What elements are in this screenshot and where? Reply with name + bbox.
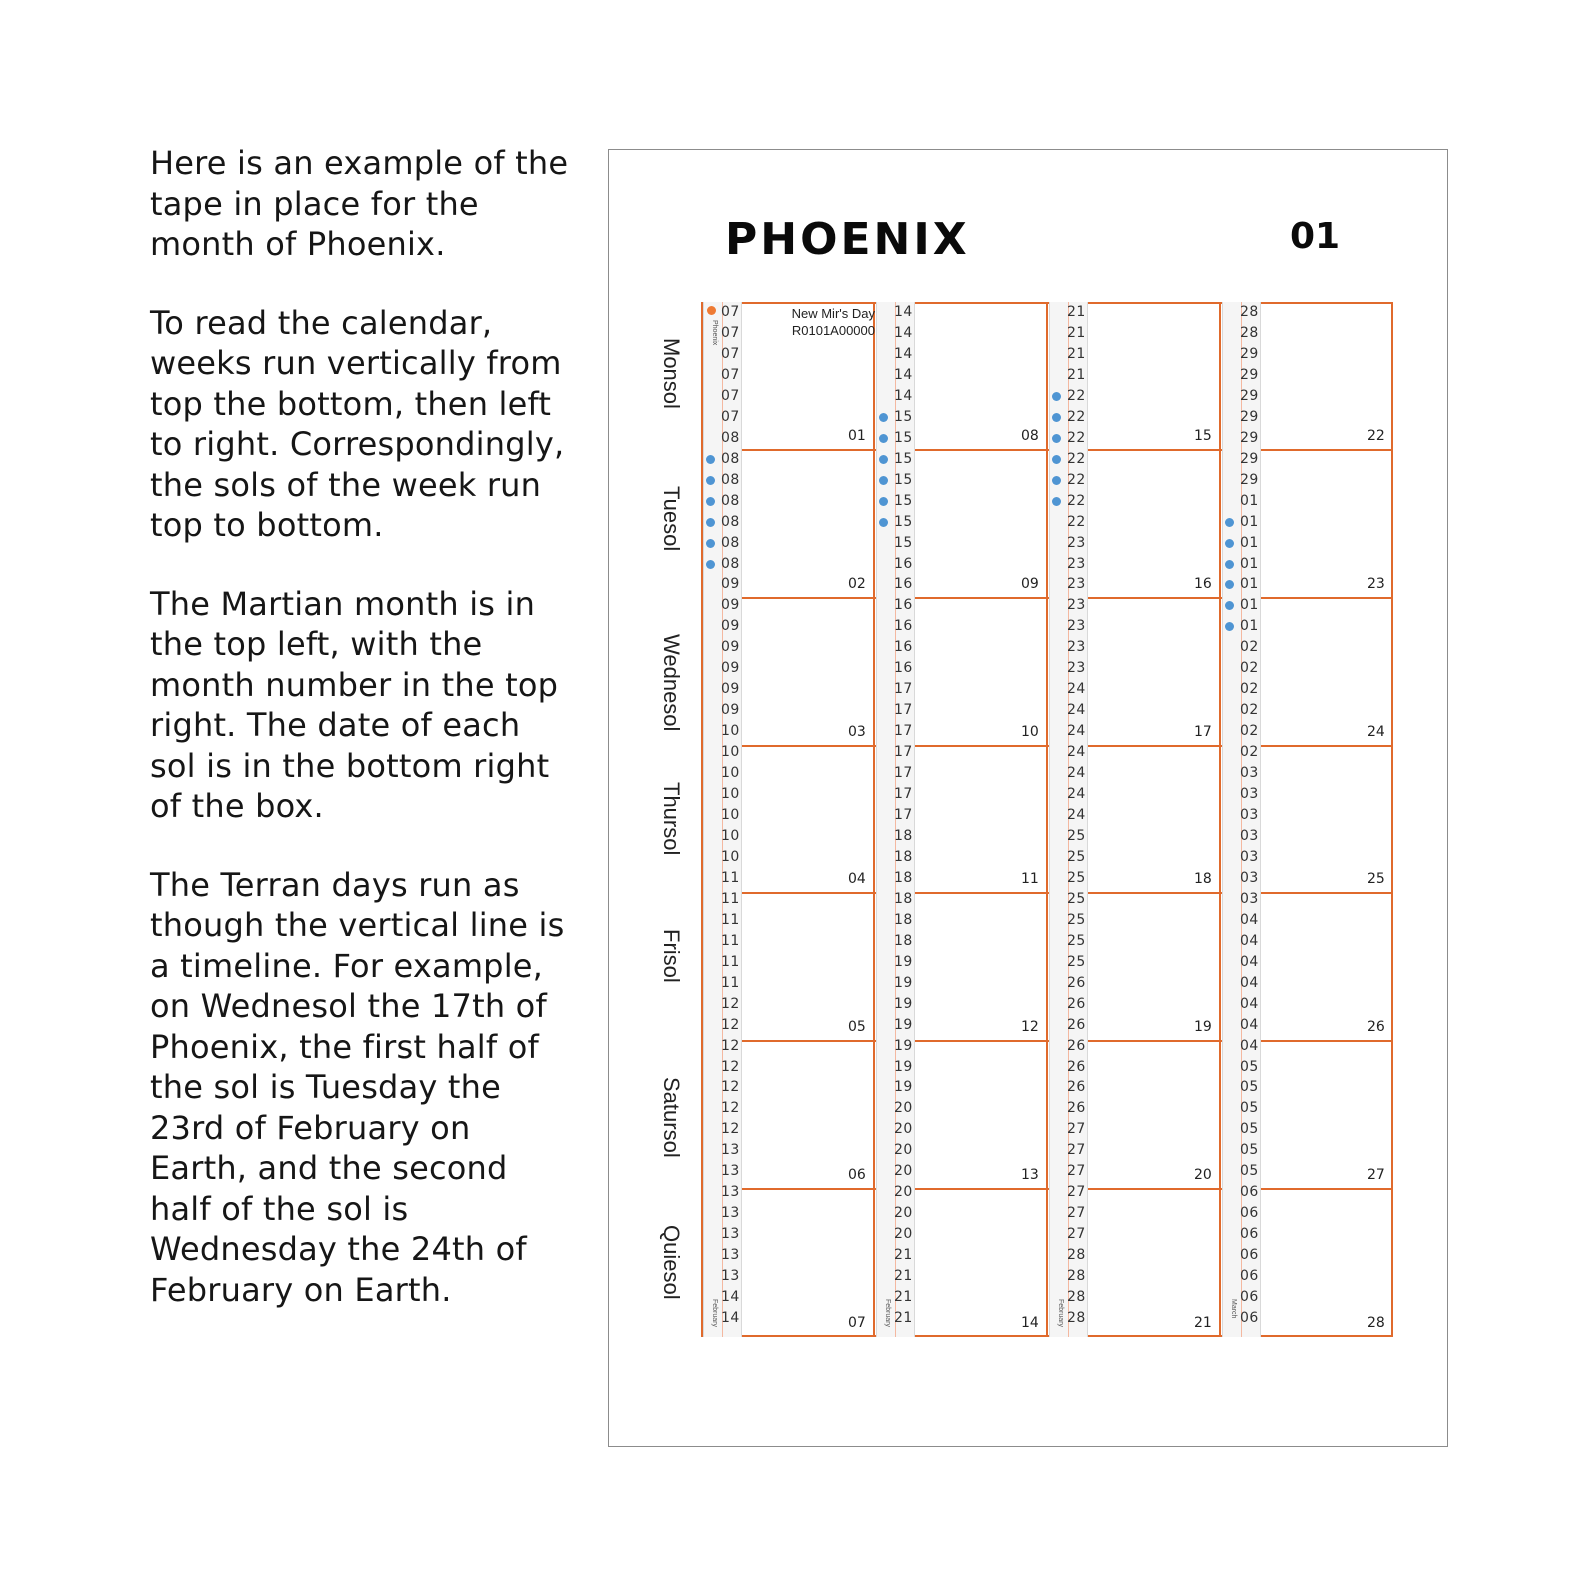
weekday-label-thursol: Thursol <box>659 781 684 855</box>
terran-day-number: 28 <box>1067 1289 1086 1306</box>
terran-day-number: 13 <box>721 1268 740 1285</box>
terran-day-number: 26 <box>1067 995 1086 1012</box>
terran-day-number: 10 <box>721 744 740 761</box>
terran-day-number: 19 <box>894 1016 913 1033</box>
terran-day-number: 19 <box>894 995 913 1012</box>
terran-day-number: 04 <box>1240 974 1259 991</box>
terran-day-number: 24 <box>1067 744 1086 761</box>
day-marker-dot <box>706 455 715 464</box>
terran-day-number: 18 <box>894 890 913 907</box>
explanation-text <box>150 143 570 1348</box>
month-start-dot <box>707 306 716 315</box>
month-number: 01 <box>1290 216 1341 257</box>
sol-date: 06 <box>848 1167 866 1184</box>
terran-day-number: 26 <box>1067 1037 1086 1054</box>
terran-day-number: 15 <box>894 450 913 467</box>
terran-day-number: 14 <box>721 1310 740 1327</box>
sol-date: 23 <box>1367 575 1385 592</box>
terran-day-number: 08 <box>721 429 740 446</box>
terran-day-number: 29 <box>1240 471 1259 488</box>
terran-day-number: 21 <box>894 1268 913 1285</box>
terran-day-number: 13 <box>721 1226 740 1243</box>
day-marker-dot <box>879 497 888 506</box>
sol-date: 28 <box>1367 1315 1385 1331</box>
terran-day-number: 20 <box>894 1205 913 1222</box>
terran-day-number: 05 <box>1240 1100 1259 1117</box>
sol-date: 17 <box>1194 723 1212 740</box>
terran-day-number: 14 <box>894 304 913 320</box>
sol-date: 16 <box>1194 575 1212 592</box>
sol-date: 18 <box>1194 871 1212 888</box>
terran-day-number: 08 <box>721 513 740 530</box>
sol-date: 04 <box>848 871 866 888</box>
terran-day-number: 13 <box>721 1163 740 1180</box>
terran-day-number: 24 <box>1067 807 1086 824</box>
terran-day-number: 21 <box>894 1310 913 1327</box>
terran-day-number: 11 <box>721 911 740 928</box>
terran-day-number: 24 <box>1067 765 1086 782</box>
terran-day-number: 27 <box>1067 1184 1086 1201</box>
terran-day-number: 17 <box>894 744 913 761</box>
terran-day-number: 03 <box>1240 890 1259 907</box>
day-marker-dot <box>1052 497 1061 506</box>
terran-day-number: 20 <box>894 1100 913 1117</box>
terran-day-number: 25 <box>1067 869 1086 886</box>
terran-day-number: 01 <box>1240 534 1259 551</box>
sol-date: 05 <box>848 1019 866 1036</box>
terran-day-number: 10 <box>721 827 740 844</box>
day-marker-dot <box>879 434 888 443</box>
terran-day-number: 14 <box>721 1289 740 1306</box>
terran-day-number: 19 <box>894 1079 913 1096</box>
terran-day-number: 01 <box>1240 513 1259 530</box>
terran-day-number: 09 <box>721 702 740 719</box>
terran-day-number: 15 <box>894 429 913 446</box>
terran-day-number: 03 <box>1240 765 1259 782</box>
sol-date: 08 <box>1021 427 1039 444</box>
terran-day-number: 08 <box>721 555 740 572</box>
tape-month-label: March <box>1230 1299 1237 1319</box>
terran-day-number: 29 <box>1240 450 1259 467</box>
terran-day-number: 15 <box>894 534 913 551</box>
terran-day-number: 02 <box>1240 660 1259 677</box>
terran-day-number: 23 <box>1067 618 1086 635</box>
terran-day-number: 06 <box>1240 1268 1259 1285</box>
terran-day-number: 20 <box>894 1226 913 1243</box>
terran-day-number: 17 <box>894 681 913 698</box>
terran-day-number: 10 <box>721 765 740 782</box>
explanation-paragraph-3: The Martian month is in the top left, with the month number in the top right. The date of each sol is in the bottom right of the box. <box>150 584 559 825</box>
terran-day-number: 02 <box>1240 639 1259 656</box>
sol-date: 15 <box>1194 427 1212 444</box>
terran-day-number: 09 <box>721 681 740 698</box>
weekday-label-wednesol: Wednesol <box>659 633 684 732</box>
sol-date: 07 <box>848 1315 866 1331</box>
terran-day-number: 20 <box>894 1163 913 1180</box>
terran-day-number: 04 <box>1240 995 1259 1012</box>
terran-day-number: 22 <box>1067 450 1086 467</box>
terran-day-number: 22 <box>1067 429 1086 446</box>
terran-day-number: 07 <box>721 345 740 362</box>
terran-day-number: 28 <box>1067 1310 1086 1327</box>
terran-day-number: 26 <box>1067 1100 1086 1117</box>
day-marker-dot <box>706 497 715 506</box>
terran-day-number: 25 <box>1067 953 1086 970</box>
sol-date: 25 <box>1367 871 1385 888</box>
terran-day-number: 14 <box>894 366 913 383</box>
terran-day-number: 16 <box>894 660 913 677</box>
terran-day-number: 25 <box>1067 890 1086 907</box>
terran-day-number: 12 <box>721 1058 740 1075</box>
sol-date: 14 <box>1021 1315 1039 1331</box>
terran-day-number: 20 <box>894 1142 913 1159</box>
terran-day-number: 03 <box>1240 786 1259 803</box>
terran-day-number: 27 <box>1067 1121 1086 1138</box>
tape-month-label: February <box>1057 1299 1064 1328</box>
terran-day-number: 09 <box>721 660 740 677</box>
terran-day-number: 24 <box>1067 786 1086 803</box>
sol-date: 27 <box>1367 1167 1385 1184</box>
terran-day-number: 25 <box>1067 911 1086 928</box>
terran-day-number: 28 <box>1240 324 1259 341</box>
terran-day-number: 11 <box>721 953 740 970</box>
sol-date: 20 <box>1194 1167 1212 1184</box>
terran-day-number: 06 <box>1240 1184 1259 1201</box>
terran-day-number: 14 <box>894 324 913 341</box>
terran-day-number: 14 <box>894 387 913 404</box>
terran-day-number: 21 <box>894 1289 913 1306</box>
explanation-paragraph-2: To read the calendar, weeks run vertically from top the bottom, then left to right. Correspondingly, the sols of the week run top to bottom. <box>150 303 565 544</box>
terran-day-number: 06 <box>1240 1226 1259 1243</box>
terran-day-number: 23 <box>1067 660 1086 677</box>
terran-day-number: 21 <box>1067 324 1086 341</box>
tape-month-label: February <box>884 1299 891 1328</box>
terran-day-number: 23 <box>1067 639 1086 656</box>
day-marker-dot <box>1225 560 1234 569</box>
terran-day-number: 07 <box>721 408 740 425</box>
day-marker-dot <box>879 518 888 527</box>
terran-day-number: 26 <box>1067 974 1086 991</box>
sol-date: 26 <box>1367 1019 1385 1036</box>
terran-day-number: 26 <box>1067 1079 1086 1096</box>
sol-date: 03 <box>848 723 866 740</box>
terran-day-number: 17 <box>894 702 913 719</box>
day-marker-dot <box>1052 434 1061 443</box>
terran-day-number: 01 <box>1240 618 1259 635</box>
day-marker-dot <box>706 518 715 527</box>
terran-day-number: 16 <box>894 618 913 635</box>
terran-day-number: 01 <box>1240 555 1259 572</box>
terran-day-number: 05 <box>1240 1121 1259 1138</box>
terran-day-number: 07 <box>721 366 740 383</box>
terran-day-number: 22 <box>1067 387 1086 404</box>
terran-day-number: 09 <box>721 639 740 656</box>
terran-day-number: 23 <box>1067 555 1086 572</box>
terran-day-number: 02 <box>1240 681 1259 698</box>
terran-day-number: 10 <box>721 807 740 824</box>
weekday-label-satursol: Satursol <box>659 1077 684 1158</box>
terran-day-number: 07 <box>721 304 740 320</box>
sol-date: 19 <box>1194 1019 1212 1036</box>
terran-day-number: 21 <box>1067 366 1086 383</box>
terran-day-number: 12 <box>721 995 740 1012</box>
terran-day-number: 01 <box>1240 492 1259 509</box>
column-divider <box>1046 302 1048 1337</box>
sol-date: 11 <box>1021 871 1039 888</box>
terran-day-number: 04 <box>1240 911 1259 928</box>
sol-date: 21 <box>1194 1315 1212 1331</box>
terran-day-number: 23 <box>1067 576 1086 593</box>
terran-day-number: 05 <box>1240 1079 1259 1096</box>
terran-day-number: 04 <box>1240 1016 1259 1033</box>
terran-day-number: 21 <box>1067 345 1086 362</box>
day-marker-dot <box>879 455 888 464</box>
terran-day-number: 13 <box>721 1142 740 1159</box>
terran-day-number: 08 <box>721 450 740 467</box>
sol-date: 09 <box>1021 575 1039 592</box>
terran-day-number: 24 <box>1067 702 1086 719</box>
terran-day-number: 29 <box>1240 366 1259 383</box>
terran-day-number: 05 <box>1240 1058 1259 1075</box>
terran-day-number: 21 <box>894 1247 913 1264</box>
terran-day-number: 06 <box>1240 1310 1259 1327</box>
terran-day-number: 19 <box>894 953 913 970</box>
terran-day-number: 15 <box>894 471 913 488</box>
terran-day-number: 01 <box>1240 597 1259 614</box>
terran-day-number: 05 <box>1240 1163 1259 1180</box>
terran-day-number: 23 <box>1067 597 1086 614</box>
terran-day-number: 06 <box>1240 1247 1259 1264</box>
terran-day-number: 18 <box>894 848 913 865</box>
terran-day-number: 12 <box>721 1016 740 1033</box>
terran-day-number: 02 <box>1240 723 1259 740</box>
terran-day-number: 26 <box>1067 1058 1086 1075</box>
day-marker-dot <box>1052 455 1061 464</box>
terran-day-number: 25 <box>1067 932 1086 949</box>
terran-day-number: 11 <box>721 869 740 886</box>
weekday-label-quiesol: Quiesol <box>659 1225 684 1300</box>
terran-day-number: 10 <box>721 848 740 865</box>
column-divider <box>1219 302 1221 1337</box>
terran-day-number: 27 <box>1067 1163 1086 1180</box>
terran-day-number: 29 <box>1240 408 1259 425</box>
terran-day-number: 12 <box>721 1037 740 1054</box>
terran-day-number: 07 <box>721 324 740 341</box>
terran-day-number: 12 <box>721 1100 740 1117</box>
terran-day-number: 07 <box>721 387 740 404</box>
terran-day-number: 18 <box>894 869 913 886</box>
weekday-label-frisol: Frisol <box>659 929 684 984</box>
terran-day-number: 18 <box>894 932 913 949</box>
day-marker-dot <box>879 413 888 422</box>
terran-day-number: 01 <box>1240 576 1259 593</box>
terran-day-number: 12 <box>721 1079 740 1096</box>
terran-day-number: 13 <box>721 1184 740 1201</box>
terran-day-number: 28 <box>1067 1247 1086 1264</box>
terran-day-number: 17 <box>894 723 913 740</box>
terran-day-number: 10 <box>721 723 740 740</box>
column-divider <box>873 302 875 1337</box>
terran-day-number: 09 <box>721 597 740 614</box>
terran-day-number: 21 <box>1067 304 1086 320</box>
day-marker-dot <box>706 539 715 548</box>
terran-day-number: 11 <box>721 932 740 949</box>
terran-day-number: 27 <box>1067 1142 1086 1159</box>
terran-day-number: 27 <box>1067 1226 1086 1243</box>
terran-day-number: 13 <box>721 1205 740 1222</box>
day-marker-dot <box>879 476 888 485</box>
tape-month-label: Phoenix <box>711 320 718 346</box>
terran-day-number: 11 <box>721 890 740 907</box>
terran-day-number: 15 <box>894 492 913 509</box>
terran-day-number: 28 <box>1067 1268 1086 1285</box>
terran-day-number: 19 <box>894 974 913 991</box>
terran-day-number: 03 <box>1240 827 1259 844</box>
terran-day-number: 15 <box>894 408 913 425</box>
terran-day-number: 23 <box>1067 534 1086 551</box>
day-marker-dot <box>1225 539 1234 548</box>
terran-day-number: 16 <box>894 555 913 572</box>
day-marker-dot <box>1225 518 1234 527</box>
terran-day-number: 16 <box>894 597 913 614</box>
terran-day-number: 15 <box>894 513 913 530</box>
terran-day-number: 03 <box>1240 848 1259 865</box>
sol-date: 13 <box>1021 1167 1039 1184</box>
day-marker-dot <box>1052 392 1061 401</box>
terran-day-number: 12 <box>721 1121 740 1138</box>
terran-day-number: 04 <box>1240 1037 1259 1054</box>
terran-day-number: 22 <box>1067 471 1086 488</box>
terran-day-number: 02 <box>1240 702 1259 719</box>
terran-day-number: 19 <box>894 1058 913 1075</box>
day-marker-dot <box>706 560 715 569</box>
sol-date: 01 <box>848 427 866 444</box>
terran-day-number: 29 <box>1240 387 1259 404</box>
terran-day-number: 22 <box>1067 492 1086 509</box>
terran-day-number: 03 <box>1240 869 1259 886</box>
terran-day-number: 20 <box>894 1121 913 1138</box>
terran-day-number: 16 <box>894 576 913 593</box>
explanation-paragraph-4: The Terran days run as though the vertical line is a timeline. For example, on Wednesol the 17th of Phoenix, the first half of the sol is Tuesday the 23rd of February on Earth, and the second half of the sol is Wednesday the 24th of February on Earth. <box>150 865 565 1309</box>
tape-month-label: February <box>711 1299 718 1328</box>
terran-day-number: 05 <box>1240 1142 1259 1159</box>
day-marker-dot <box>1052 476 1061 485</box>
event-note <box>745 305 875 339</box>
sol-date: 02 <box>848 575 866 592</box>
terran-day-number: 04 <box>1240 932 1259 949</box>
terran-day-number: 10 <box>721 786 740 803</box>
month-name: PHOENIX <box>725 214 970 265</box>
terran-day-number: 16 <box>894 639 913 656</box>
terran-day-number: 29 <box>1240 429 1259 446</box>
terran-day-number: 25 <box>1067 827 1086 844</box>
sol-date: 24 <box>1367 723 1385 740</box>
terran-day-number: 25 <box>1067 848 1086 865</box>
terran-day-number: 17 <box>894 765 913 782</box>
terran-day-number: 13 <box>721 1247 740 1264</box>
terran-day-number: 03 <box>1240 807 1259 824</box>
terran-day-number: 11 <box>721 974 740 991</box>
terran-day-number: 18 <box>894 827 913 844</box>
terran-day-number: 18 <box>894 911 913 928</box>
terran-day-number: 08 <box>721 492 740 509</box>
terran-day-number: 24 <box>1067 723 1086 740</box>
terran-day-number: 04 <box>1240 953 1259 970</box>
weekday-label-monsol: Monsol <box>659 338 684 409</box>
terran-day-number: 02 <box>1240 744 1259 761</box>
sol-date: 12 <box>1021 1019 1039 1036</box>
explanation-paragraph-1: Here is an example of the tape in place for the month of Phoenix. <box>150 144 569 263</box>
terran-day-number: 08 <box>721 471 740 488</box>
terran-day-number: 14 <box>894 345 913 362</box>
weekday-label-tuesol: Tuesol <box>659 485 684 552</box>
terran-day-number: 22 <box>1067 408 1086 425</box>
day-marker-dot <box>1052 413 1061 422</box>
terran-day-number: 28 <box>1240 304 1259 320</box>
terran-day-number: 09 <box>721 618 740 635</box>
terran-day-number: 09 <box>721 576 740 593</box>
day-marker-dot <box>706 476 715 485</box>
terran-day-number: 27 <box>1067 1205 1086 1222</box>
terran-day-number: 06 <box>1240 1205 1259 1222</box>
terran-day-number: 24 <box>1067 681 1086 698</box>
sol-date: 10 <box>1021 723 1039 740</box>
sol-date: 22 <box>1367 427 1385 444</box>
event-code: R0101A00000 <box>791 323 875 338</box>
event-title: New Mir's Day <box>791 306 875 321</box>
terran-day-number: 08 <box>721 534 740 551</box>
terran-day-number: 22 <box>1067 513 1086 530</box>
terran-day-number: 20 <box>894 1184 913 1201</box>
terran-day-number: 19 <box>894 1037 913 1054</box>
terran-day-number: 17 <box>894 786 913 803</box>
terran-day-number: 29 <box>1240 345 1259 362</box>
terran-day-number: 26 <box>1067 1016 1086 1033</box>
terran-day-number: 06 <box>1240 1289 1259 1306</box>
terran-day-number: 17 <box>894 807 913 824</box>
